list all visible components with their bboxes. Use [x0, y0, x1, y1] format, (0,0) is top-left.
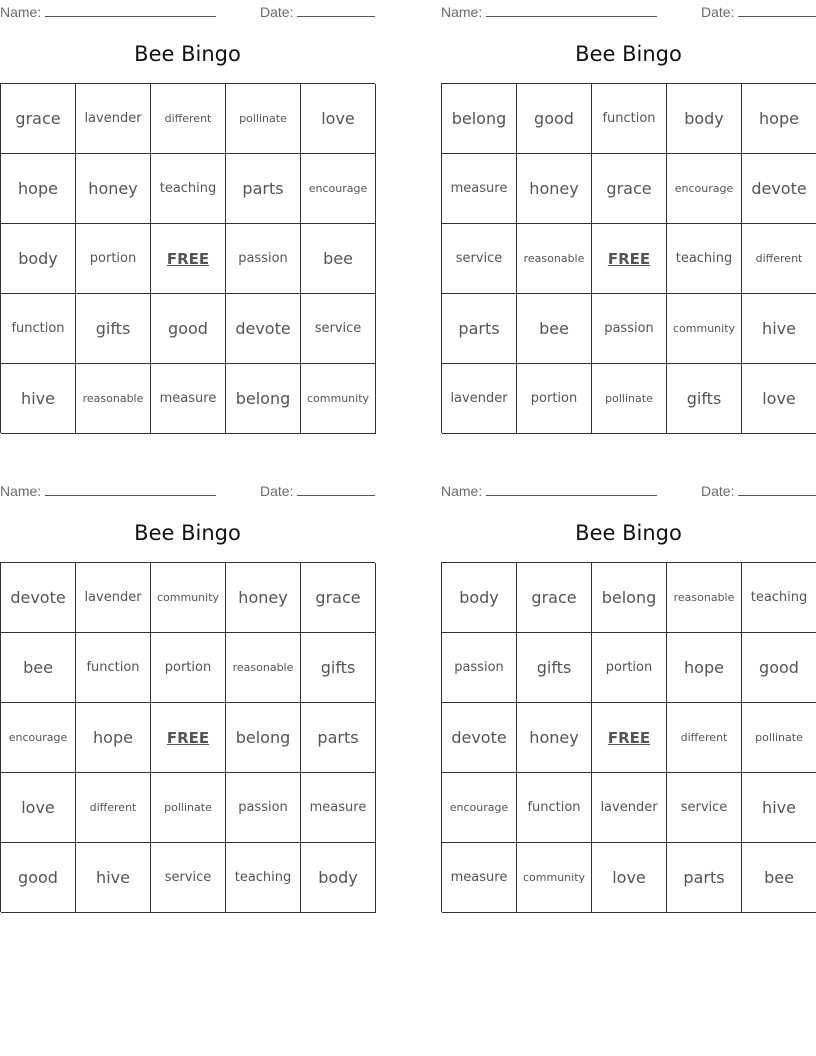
- card-title: Bee Bingo: [134, 42, 241, 66]
- bingo-cell[interactable]: gifts: [76, 294, 151, 364]
- bingo-cell[interactable]: grace: [301, 563, 376, 633]
- bingo-cell[interactable]: passion: [226, 773, 301, 843]
- bingo-cell[interactable]: different: [667, 703, 742, 773]
- free-space-cell[interactable]: FREE: [151, 224, 226, 294]
- card-header: [441, 479, 816, 501]
- date-label: Date:: [260, 483, 294, 499]
- card-title: Bee Bingo: [575, 42, 682, 66]
- bingo-cell[interactable]: parts: [442, 294, 517, 364]
- bingo-cell[interactable]: passion: [592, 294, 667, 364]
- date-blank-line: [297, 2, 375, 17]
- bingo-cell[interactable]: gifts: [667, 364, 742, 434]
- bingo-cell[interactable]: devote: [1, 563, 76, 633]
- name-field[interactable]: [0, 2, 216, 20]
- bingo-cell[interactable]: teaching: [667, 224, 742, 294]
- bingo-cell[interactable]: grace: [517, 563, 592, 633]
- bingo-cell[interactable]: hope: [1, 154, 76, 224]
- name-blank-line: [45, 481, 216, 496]
- bingo-cell[interactable]: portion: [517, 364, 592, 434]
- bingo-cell[interactable]: function: [517, 773, 592, 843]
- date-field[interactable]: [260, 2, 375, 20]
- bingo-cell[interactable]: bee: [742, 843, 816, 913]
- bingo-cell[interactable]: function: [76, 633, 151, 703]
- bingo-cell[interactable]: bee: [1, 633, 76, 703]
- free-space-cell[interactable]: FREE: [592, 224, 667, 294]
- bingo-cell[interactable]: honey: [226, 563, 301, 633]
- bingo-cell[interactable]: different: [151, 84, 226, 154]
- bingo-cell[interactable]: belong: [226, 703, 301, 773]
- bingo-cell[interactable]: body: [442, 563, 517, 633]
- bingo-cell[interactable]: lavender: [76, 84, 151, 154]
- bingo-cell[interactable]: service: [301, 294, 376, 364]
- bingo-cell[interactable]: love: [592, 843, 667, 913]
- bingo-cell[interactable]: portion: [76, 224, 151, 294]
- free-space-cell[interactable]: FREE: [151, 703, 226, 773]
- name-label: Name:: [0, 4, 42, 20]
- bingo-cell[interactable]: measure: [151, 364, 226, 434]
- bingo-cell[interactable]: encourage: [301, 154, 376, 224]
- bingo-cell[interactable]: good: [151, 294, 226, 364]
- bingo-cell[interactable]: function: [1, 294, 76, 364]
- bingo-cell[interactable]: pollinate: [592, 364, 667, 434]
- card-header: [0, 0, 375, 22]
- bingo-cell[interactable]: belong: [592, 563, 667, 633]
- date-blank-line: [297, 481, 375, 496]
- bingo-cell[interactable]: bee: [517, 294, 592, 364]
- date-field[interactable]: [260, 481, 375, 499]
- date-label: Date:: [701, 4, 735, 20]
- card-title: Bee Bingo: [134, 521, 241, 545]
- bingo-cell[interactable]: community: [151, 563, 226, 633]
- bingo-cell[interactable]: reasonable: [517, 224, 592, 294]
- name-field[interactable]: [441, 2, 657, 20]
- bingo-cell[interactable]: teaching: [151, 154, 226, 224]
- bingo-cell[interactable]: community: [517, 843, 592, 913]
- bingo-cell[interactable]: reasonable: [667, 563, 742, 633]
- bingo-cell[interactable]: honey: [517, 703, 592, 773]
- bingo-cell[interactable]: good: [1, 843, 76, 913]
- bingo-cell[interactable]: lavender: [442, 364, 517, 434]
- name-label: Name:: [0, 483, 42, 499]
- bingo-card-1: [0, 0, 375, 408]
- bingo-cell[interactable]: lavender: [592, 773, 667, 843]
- date-label: Date:: [701, 483, 735, 499]
- bingo-cell[interactable]: belong: [226, 364, 301, 434]
- bingo-cell[interactable]: devote: [442, 703, 517, 773]
- bingo-cell[interactable]: gifts: [301, 633, 376, 703]
- bingo-cell[interactable]: parts: [226, 154, 301, 224]
- card-header: [441, 0, 816, 22]
- bingo-cell[interactable]: measure: [442, 843, 517, 913]
- bingo-cell[interactable]: function: [592, 84, 667, 154]
- bingo-cell[interactable]: teaching: [226, 843, 301, 913]
- bingo-cell[interactable]: community: [301, 364, 376, 434]
- bingo-cell[interactable]: body: [1, 224, 76, 294]
- bingo-cell[interactable]: parts: [667, 843, 742, 913]
- bingo-card-4: [441, 479, 816, 887]
- bingo-cell[interactable]: different: [742, 224, 816, 294]
- bingo-cell[interactable]: grace: [592, 154, 667, 224]
- bingo-grid: [0, 562, 375, 912]
- bingo-grid: [441, 562, 816, 912]
- bingo-cell[interactable]: measure: [442, 154, 517, 224]
- bingo-cell[interactable]: good: [517, 84, 592, 154]
- bingo-cell[interactable]: gifts: [517, 633, 592, 703]
- name-blank-line: [486, 2, 657, 17]
- bingo-cell[interactable]: belong: [442, 84, 517, 154]
- bingo-cell[interactable]: hope: [667, 633, 742, 703]
- bingo-cell[interactable]: measure: [301, 773, 376, 843]
- bingo-cell[interactable]: passion: [226, 224, 301, 294]
- bingo-cell[interactable]: grace: [1, 84, 76, 154]
- bingo-cell[interactable]: hive: [742, 773, 816, 843]
- date-field[interactable]: [701, 2, 816, 20]
- bingo-grid: [0, 83, 375, 433]
- bingo-cell[interactable]: teaching: [742, 563, 816, 633]
- bingo-cell[interactable]: body: [301, 843, 376, 913]
- bingo-cell[interactable]: portion: [592, 633, 667, 703]
- bingo-cell[interactable]: honey: [517, 154, 592, 224]
- bingo-card-3: [0, 479, 375, 887]
- name-field[interactable]: [0, 481, 216, 499]
- bingo-cell[interactable]: parts: [301, 703, 376, 773]
- bingo-cell[interactable]: hive: [76, 843, 151, 913]
- bingo-card-2: [441, 0, 816, 408]
- bingo-cell[interactable]: love: [742, 364, 816, 434]
- bingo-cell[interactable]: lavender: [76, 563, 151, 633]
- bingo-cell[interactable]: reasonable: [76, 364, 151, 434]
- date-blank-line: [738, 481, 816, 496]
- date-blank-line: [738, 2, 816, 17]
- card-title: Bee Bingo: [575, 521, 682, 545]
- bingo-cell[interactable]: hope: [76, 703, 151, 773]
- bingo-cell[interactable]: different: [76, 773, 151, 843]
- bingo-cell[interactable]: encourage: [1, 703, 76, 773]
- free-space-cell[interactable]: FREE: [592, 703, 667, 773]
- bingo-cell[interactable]: love: [301, 84, 376, 154]
- bingo-cell[interactable]: bee: [301, 224, 376, 294]
- bingo-cell[interactable]: honey: [76, 154, 151, 224]
- date-label: Date:: [260, 4, 294, 20]
- name-field[interactable]: [441, 481, 657, 499]
- bingo-cell[interactable]: encourage: [667, 154, 742, 224]
- date-field[interactable]: [701, 481, 816, 499]
- bingo-cell[interactable]: passion: [442, 633, 517, 703]
- bingo-grid: [441, 83, 816, 433]
- name-blank-line: [486, 481, 657, 496]
- bingo-cell[interactable]: service: [151, 843, 226, 913]
- bingo-cell[interactable]: portion: [151, 633, 226, 703]
- bingo-cell[interactable]: reasonable: [226, 633, 301, 703]
- bingo-cell[interactable]: encourage: [442, 773, 517, 843]
- bingo-cell[interactable]: devote: [742, 154, 816, 224]
- bingo-cell[interactable]: hive: [742, 294, 816, 364]
- card-header: [0, 479, 375, 501]
- bingo-cell[interactable]: service: [442, 224, 517, 294]
- name-blank-line: [45, 2, 216, 17]
- bingo-cell[interactable]: hope: [742, 84, 816, 154]
- bingo-cell[interactable]: hive: [1, 364, 76, 434]
- bingo-cell[interactable]: devote: [226, 294, 301, 364]
- bingo-cell[interactable]: body: [667, 84, 742, 154]
- name-label: Name:: [441, 4, 483, 20]
- bingo-cell[interactable]: good: [742, 633, 816, 703]
- bingo-cell[interactable]: pollinate: [151, 773, 226, 843]
- bingo-cell[interactable]: service: [667, 773, 742, 843]
- bingo-cell[interactable]: love: [1, 773, 76, 843]
- bingo-cell[interactable]: pollinate: [742, 703, 816, 773]
- bingo-cell[interactable]: pollinate: [226, 84, 301, 154]
- bingo-cell[interactable]: community: [667, 294, 742, 364]
- name-label: Name:: [441, 483, 483, 499]
